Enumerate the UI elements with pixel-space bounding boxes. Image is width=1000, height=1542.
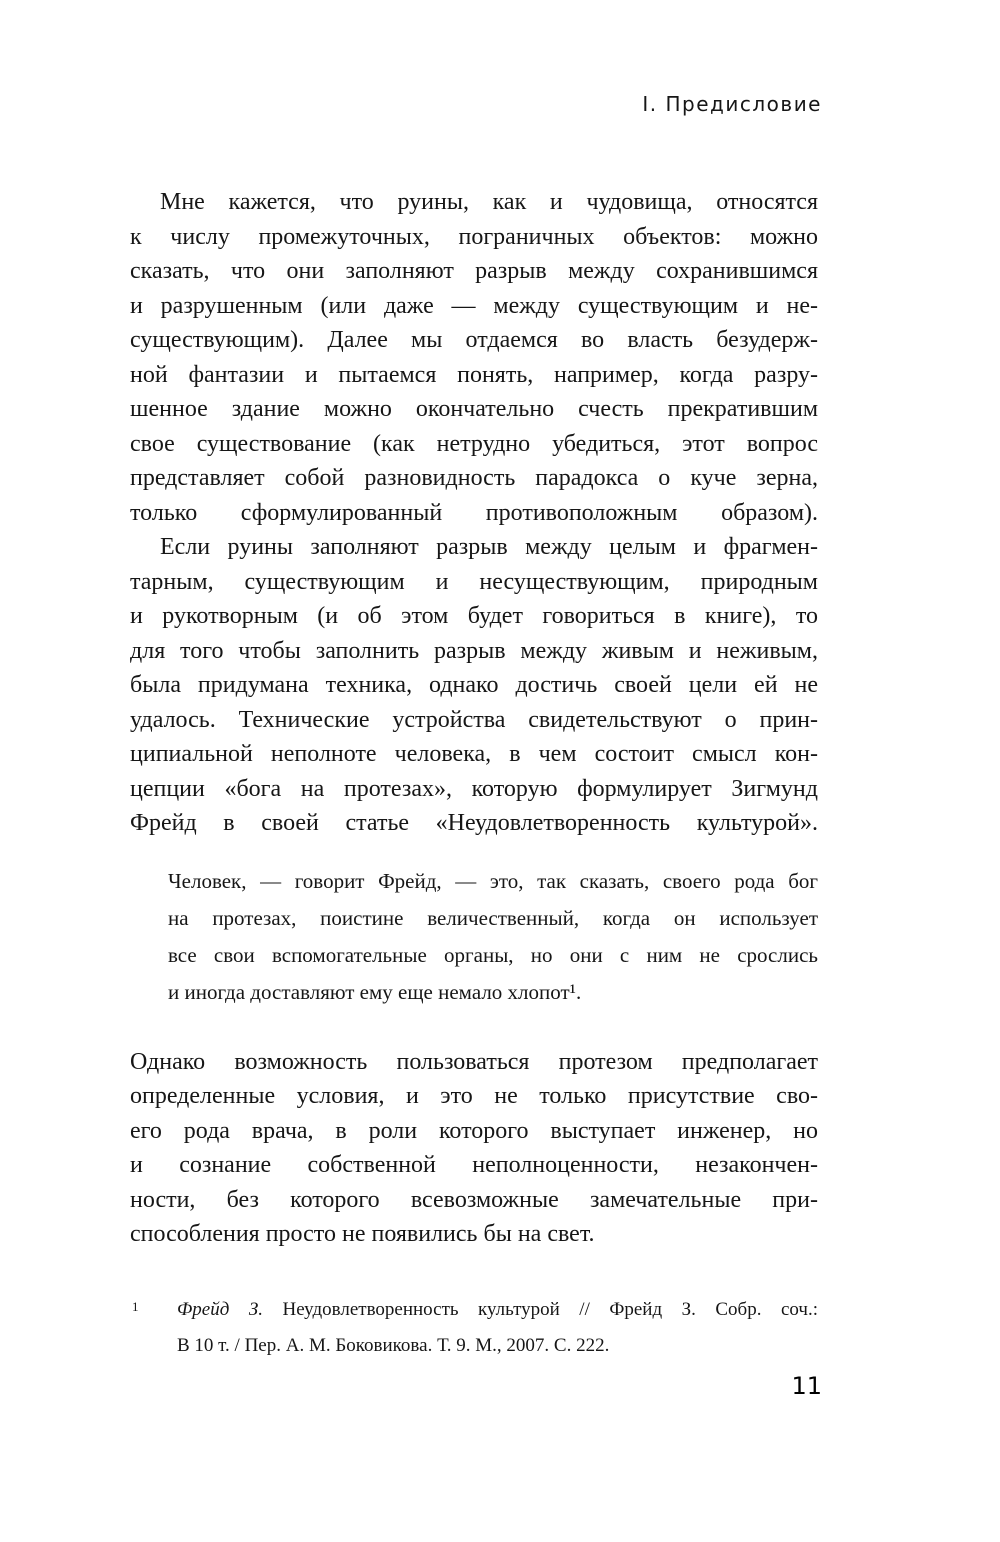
footnote-line-2: В 10 т. / Пер. А. М. Боковикова. Т. 9. М., 2007. С. 222. (177, 1334, 610, 1356)
text-line: тарным, существующим и несуществующим, природным (130, 568, 818, 595)
text-line: Фрейд в своей статье «Неудовлетворенность культурой». (130, 810, 818, 836)
text-line: и рукотворным (и об этом будет говориться в книге), то (130, 603, 818, 629)
text-line: удалось. Технические устройства свидетельствуют о прин- (130, 706, 818, 733)
paragraph-3 (130, 1045, 818, 1252)
text-line: Человек, — говорит Фрейд, — это, так сказать, своего рода бог (168, 868, 818, 893)
text-line: все свои вспомогательные органы, но они с ним не срослись (168, 942, 818, 967)
text-line: и сознание собственной неполноценности, незакончен- (130, 1152, 818, 1178)
text-line: и разрушенным (или даже — между существующим и не- (130, 292, 818, 319)
text-line: способления просто не появились бы на свет. (130, 1221, 595, 1247)
text-line: и иногда доставляют ему еще немало хлопот¹. (168, 979, 582, 1004)
text-line: шенное здание можно окончательно счесть прекратившим (130, 396, 818, 422)
text-line: ности, без которого всевозможные замечательные при- (130, 1186, 818, 1213)
text-line: свое существование (как нетрудно убедиться, этот вопрос (130, 430, 818, 457)
text-line: Если руины заполняют разрыв между целым и фрагмен- (160, 534, 818, 560)
footnote-marker: 1 (132, 1298, 139, 1314)
footnote (130, 1292, 818, 1364)
page-number: 11 (791, 1372, 822, 1400)
text-block (130, 0, 818, 1364)
text-line: была придумана техника, однако достичь своей цели ей не (130, 672, 818, 698)
text-line: Мне кажется, что руины, как и чудовища, относятся (160, 189, 818, 215)
text-line: ной фантазии и пытаемся понять, например, когда разру- (130, 361, 818, 388)
text-line: для того чтобы заполнить разрыв между живым и неживым, (130, 637, 818, 664)
block-quote (168, 863, 818, 1011)
text-line: существующим). Далее мы отдаемся во власть безудерж- (130, 327, 818, 353)
paragraph-2 (130, 530, 818, 841)
paragraph-1 (130, 185, 818, 530)
footnote-line-1-rest: Неудовлетворенность культурой // Фрейд З. Собр. соч.: (262, 1298, 818, 1320)
text-line: к числу промежуточных, пограничных объектов: можно (130, 223, 818, 250)
footnote-text (177, 1292, 818, 1364)
footnote-author-italic: Фрейд З. (177, 1298, 263, 1320)
text-line: цепции «бога на протезах», которую формулирует Зигмунд (130, 775, 818, 802)
text-line: Однако возможность пользоваться протезом предполагает (130, 1048, 818, 1075)
text-line: только сформулированный противоположным образом). (130, 499, 818, 526)
text-line: на протезах, поистине величественный, когда он использует (168, 905, 818, 930)
running-head: I. Предисловие (642, 92, 822, 116)
text-line: его рода врача, в роли которого выступает инженер, но (130, 1117, 818, 1144)
footnote-line-1 (177, 1292, 818, 1328)
text-line: представляет собой разновидность парадокса о куче зерна, (130, 465, 818, 491)
text-line: определенные условия, и это не только присутствие сво- (130, 1083, 818, 1109)
text-line: ципиальной неполноте человека, в чем состоит смысл кон- (130, 741, 818, 767)
text-line: сказать, что они заполняют разрыв между сохранившимся (130, 258, 818, 284)
